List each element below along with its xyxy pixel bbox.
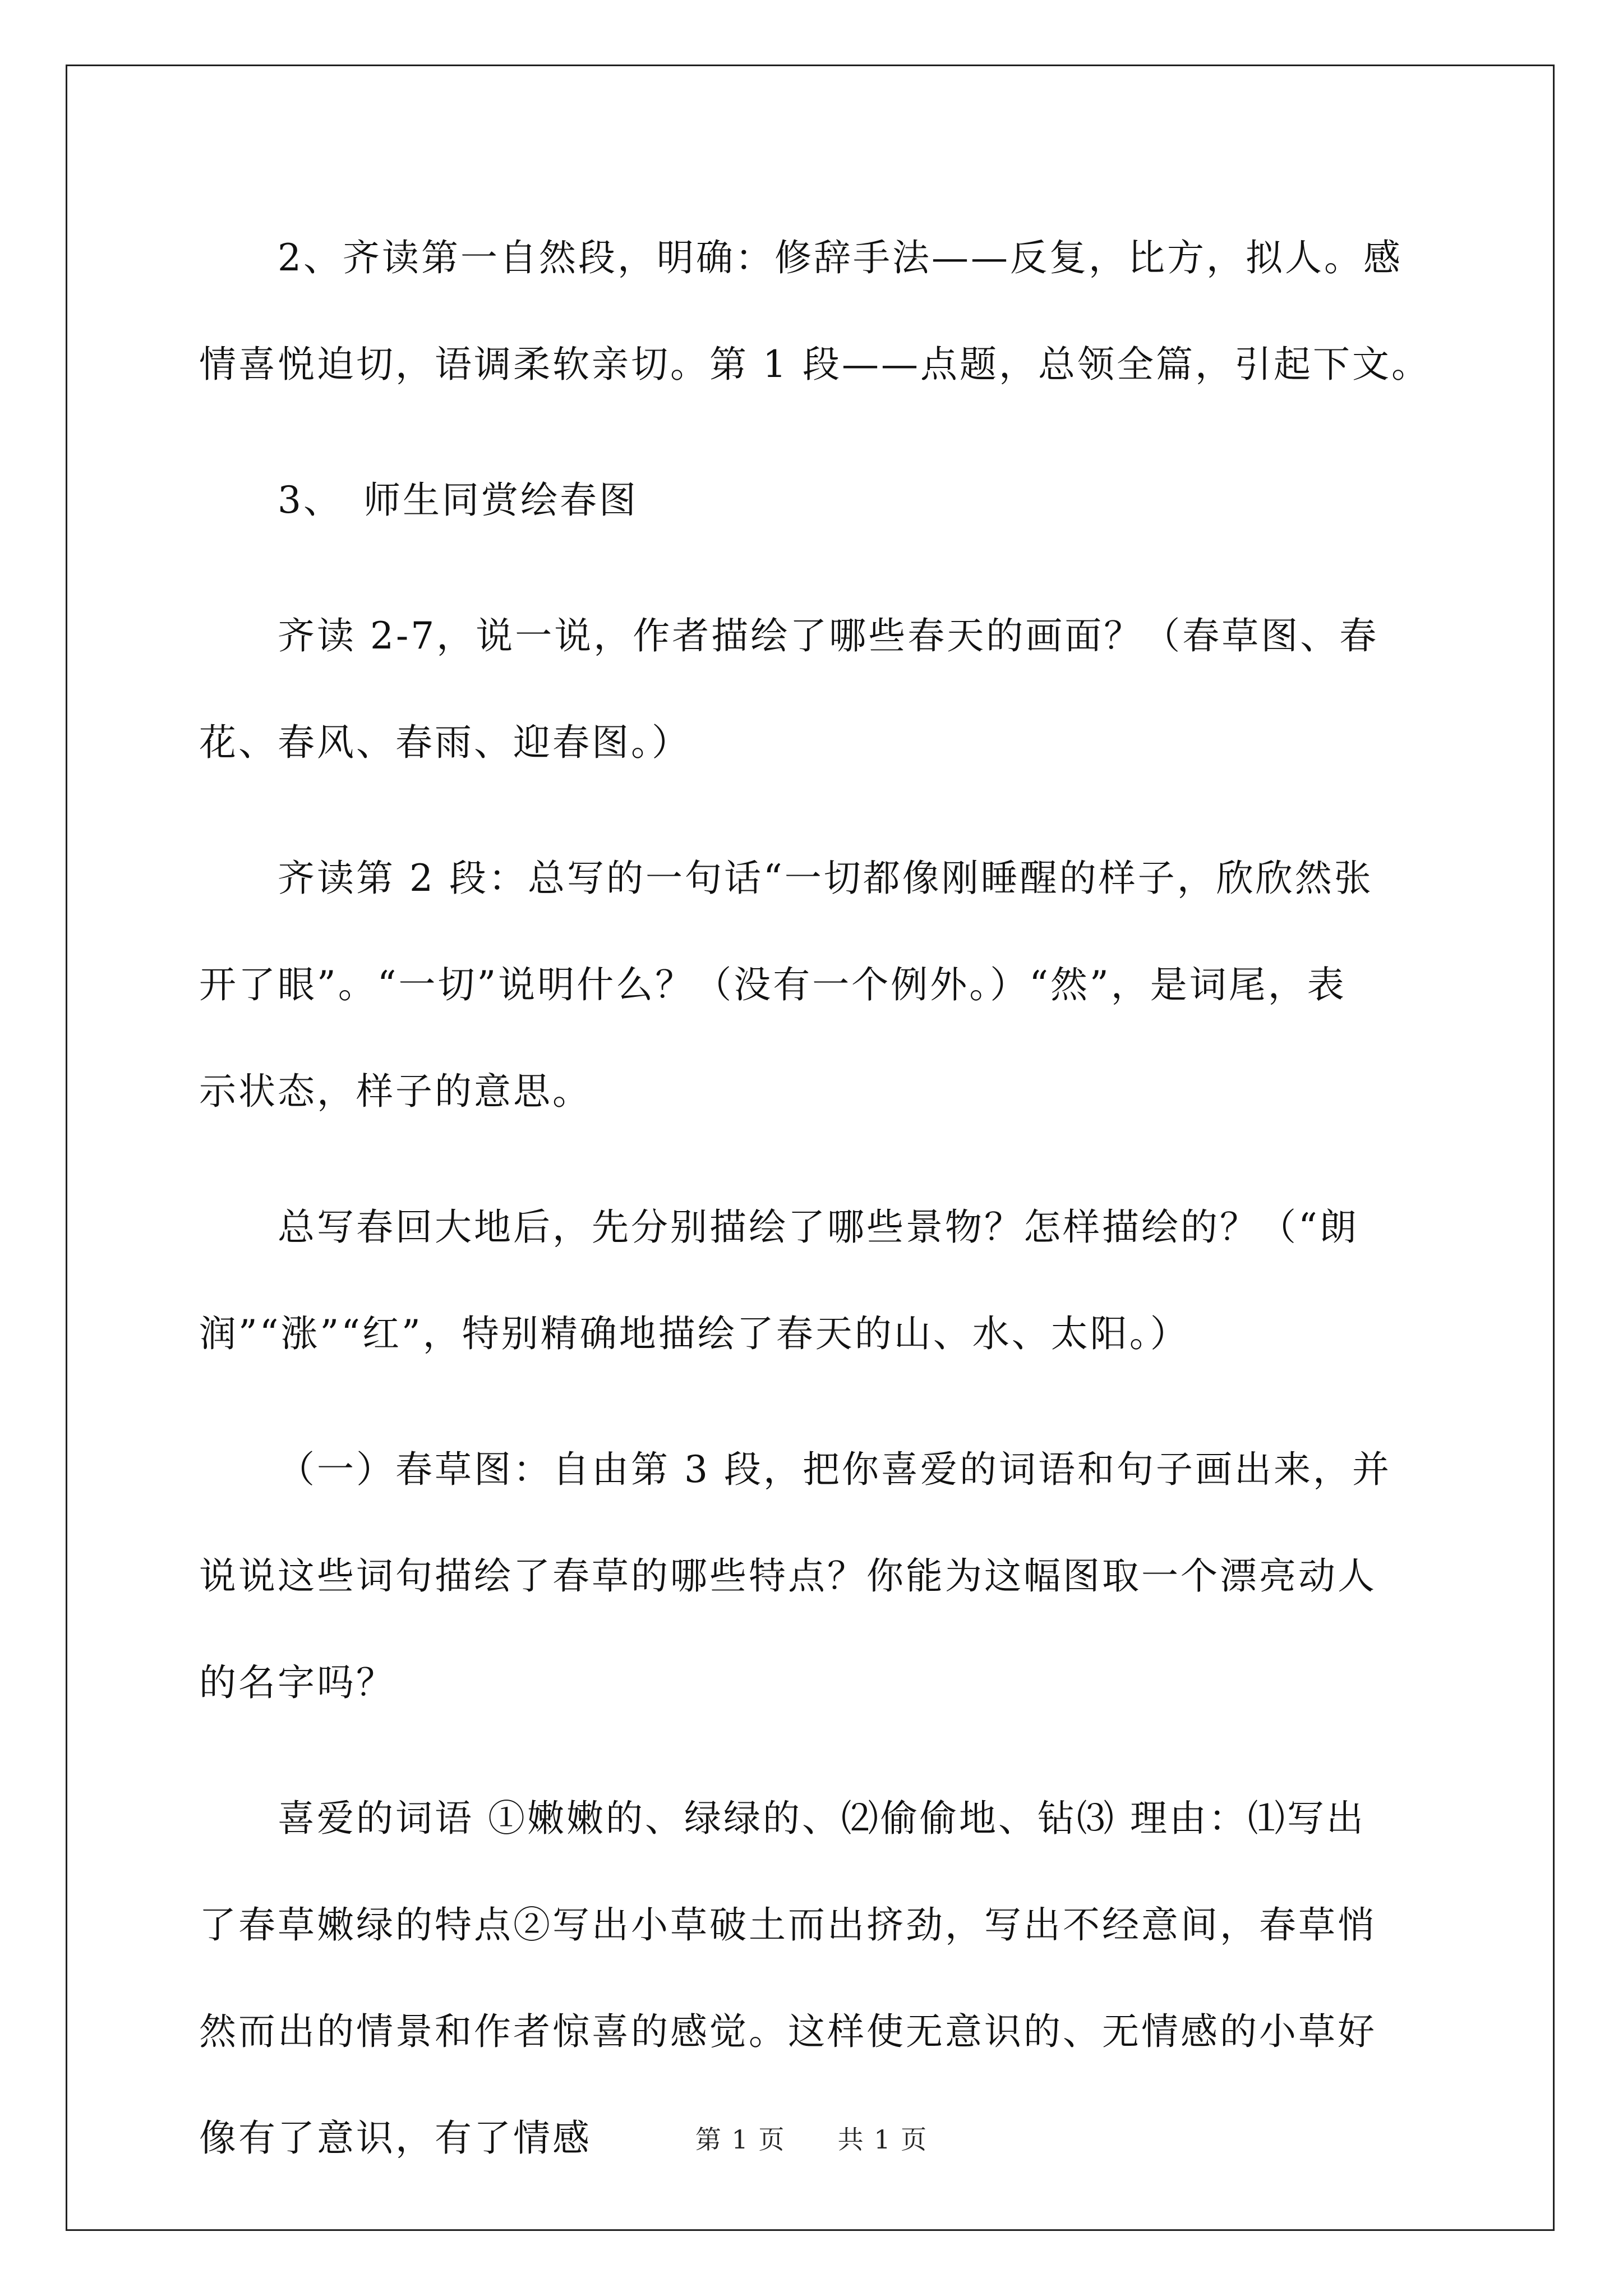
text-line: 了春草嫩绿的特点②写出小草破土而出挤劲，写出不经意间，春草悄 [199,1903,1377,1947]
paragraph-2 [199,447,1433,554]
text-line: 说说这些词句描绘了春草的哪些特点？你能为这幅图取一个漂亮动人 [199,1554,1377,1598]
text-line: 的名字吗？ [199,1661,395,1704]
page-number-current: 第 1 页 [695,2124,786,2155]
document-body [199,205,1433,2221]
text-line: 润”“涨”“红”，特别精确地描绘了春天的山、水、太阳。） [199,1312,1189,1355]
paragraph-5 [199,1174,1433,1387]
text-line: 情喜悦迫切，语调柔软亲切。第 1 段——点题，总领全篇，引起下文。 [199,343,1431,386]
text-line: 齐读第 2 段：总写的一句话“一切都像刚睡醒的样子，欣欣然张 [278,857,1373,900]
paragraph-3 [199,583,1433,796]
text-line: 喜爱的词语 ①嫩嫩的、绿绿的、⑵偷偷地、钻⑶ 理由：⑴写出 [278,1797,1366,1840]
paragraph-6 [199,1416,1433,1736]
text-line: 齐读 2-7，说一说，作者描绘了哪些春天的画面？（春草图、春 [278,614,1379,657]
paragraph-1 [199,205,1433,418]
text-line: 示状态，样子的意思。 [199,1070,592,1113]
text-line: （一）春草图：自由第 3 段，把你喜爱的词语和句子画出来，并 [278,1448,1391,1491]
text-line: 然而出的情景和作者惊喜的感觉。这样使无意识的、无情感的小草好 [199,2010,1377,2053]
text-line: 2、齐读第一自然段，明确：修辞手法——反复，比方，拟人。感 [278,236,1403,279]
text-line: 花、春风、春雨、迎春图。） [199,721,691,764]
text-line: 总写春回大地后，先分别描绘了哪些景物？怎样描绘的？（“朗 [278,1205,1359,1249]
text-line: 开了眼”。“一切”说明什么？（没有一个例外。）“然”，是词尾，表 [199,963,1347,1006]
page-footer [0,2119,1623,2156]
page-number-total: 共 1 页 [837,2124,928,2155]
text-line: 像有了意识，有了情感 [199,2116,592,2160]
text-line: 3、 师生同赏绘春图 [278,478,638,522]
paragraph-4 [199,825,1433,1145]
